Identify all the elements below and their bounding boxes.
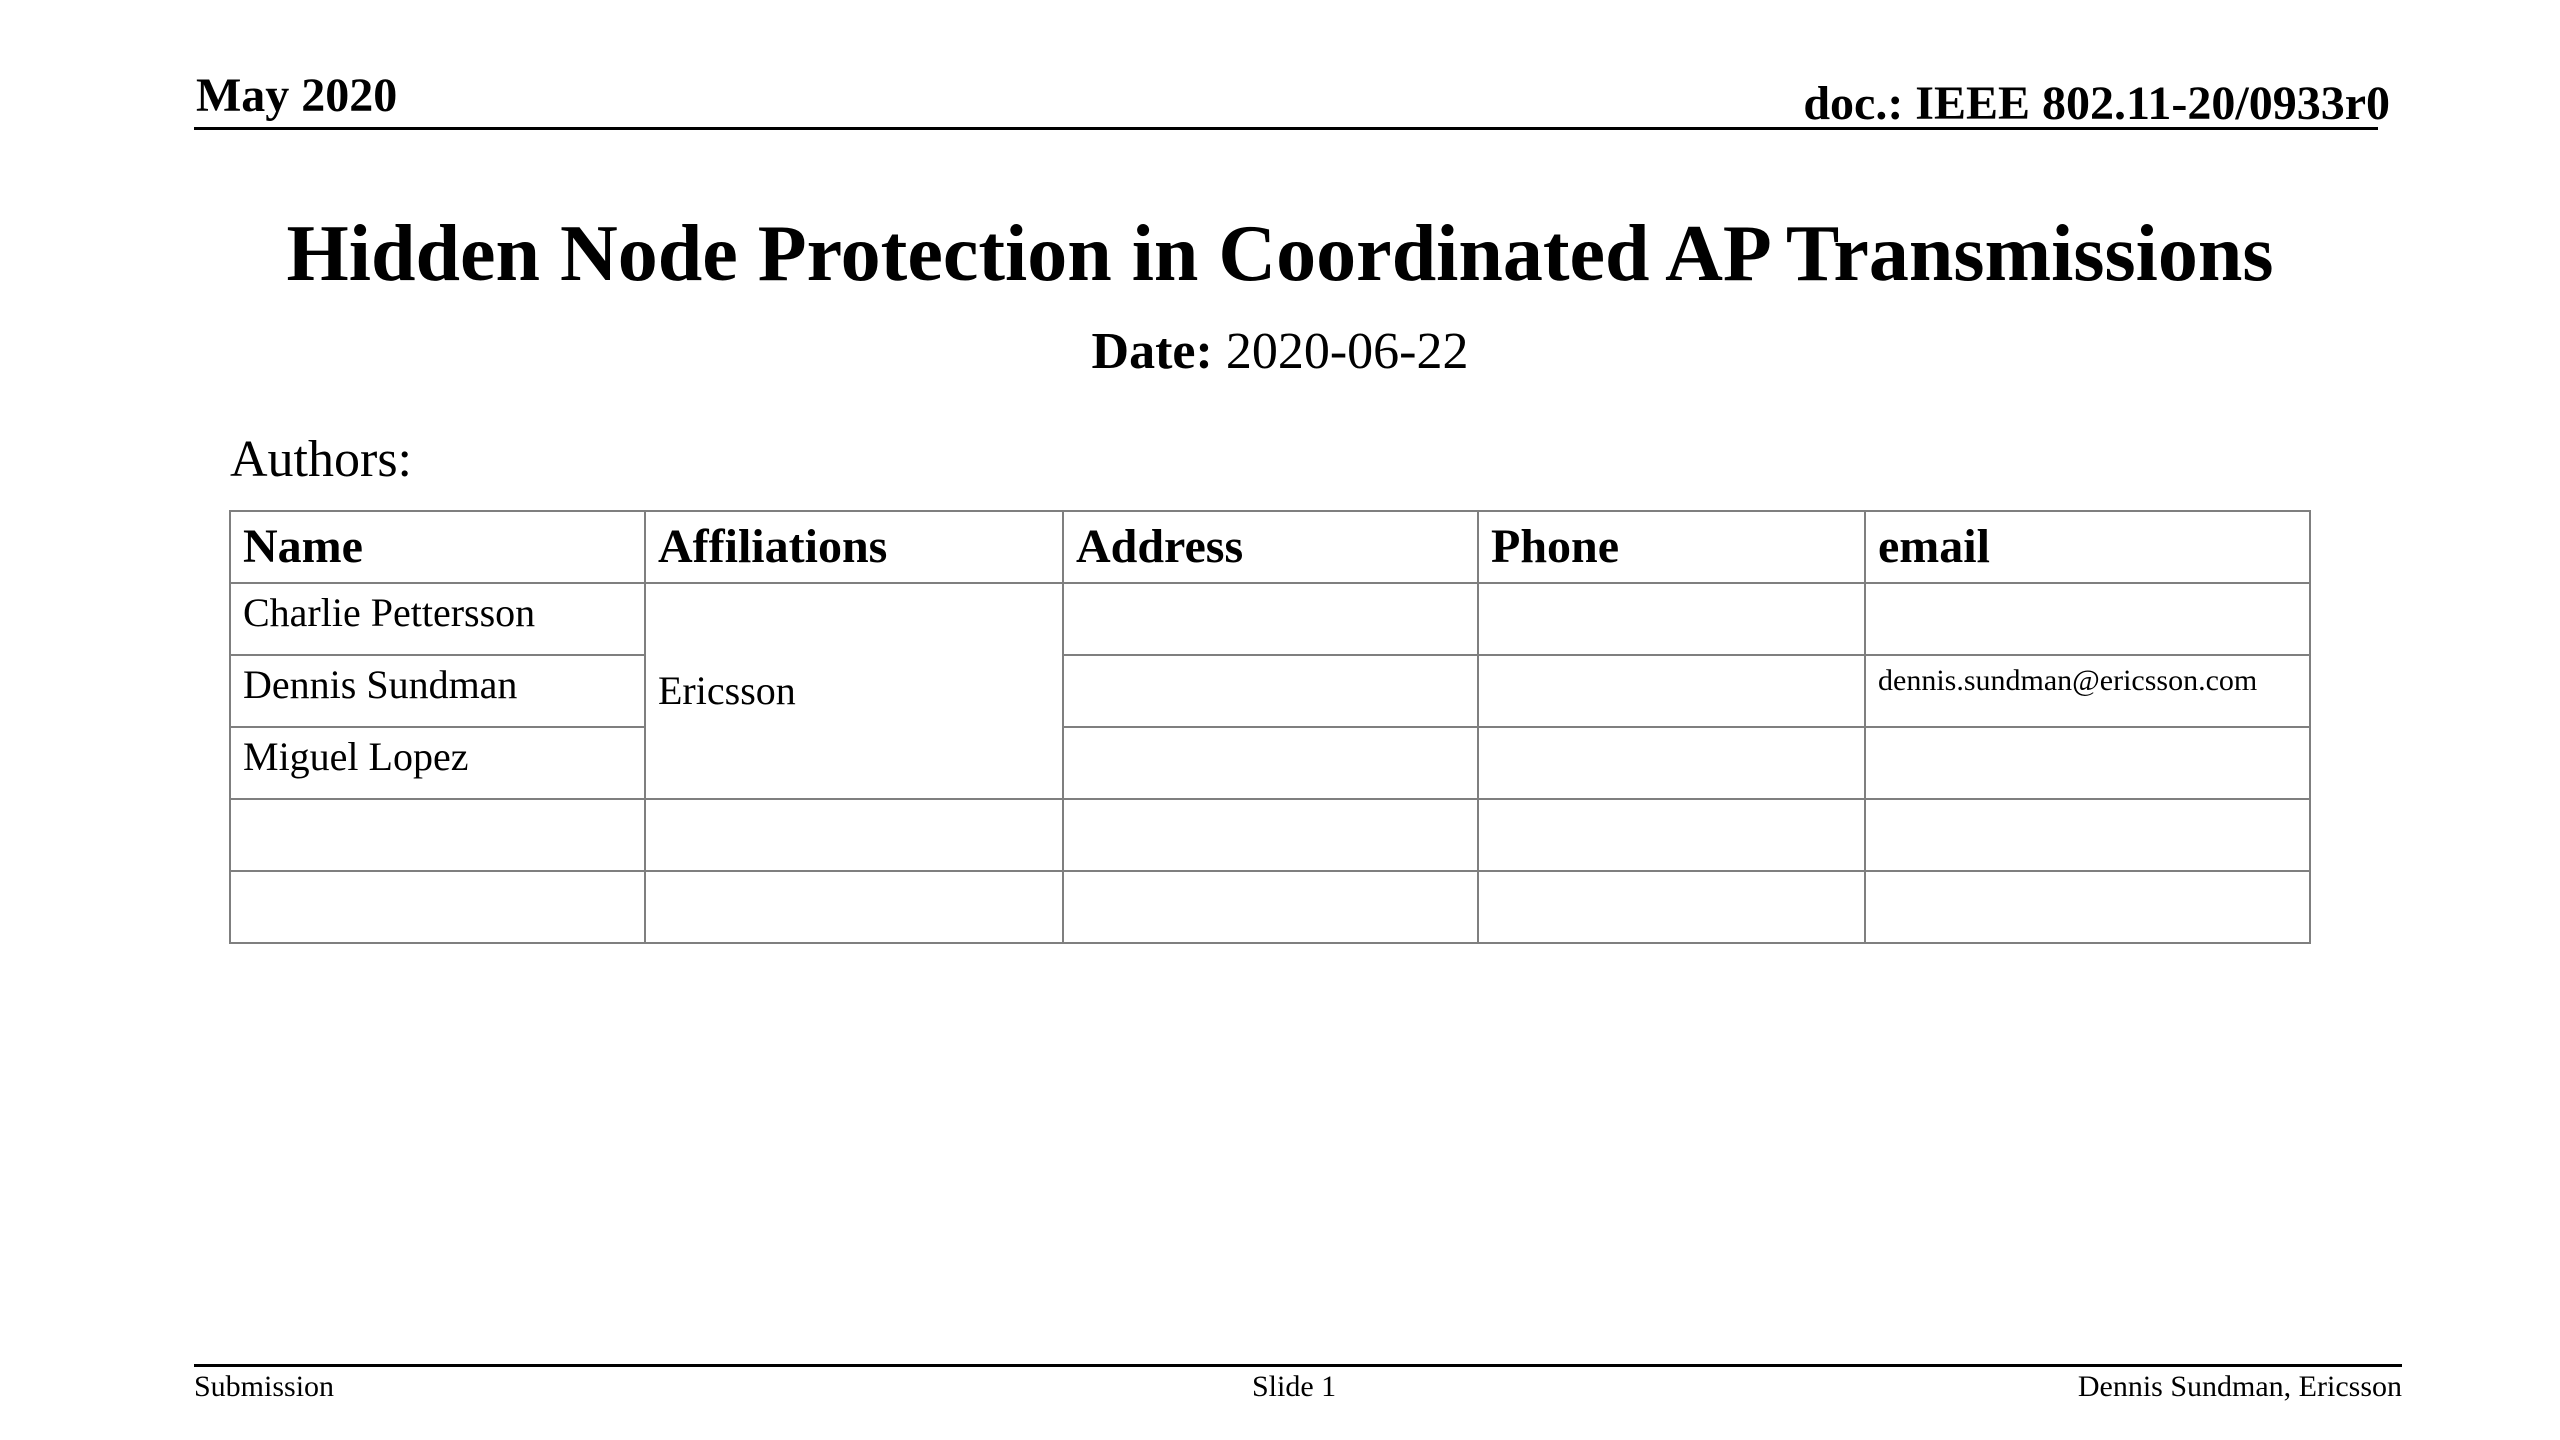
table-row (230, 799, 2310, 871)
author-email (1865, 583, 2310, 655)
column-header-address: Address (1063, 511, 1478, 583)
footer-author: Dennis Sundman, Ericsson (2077, 1370, 2402, 1403)
author-phone (1478, 727, 1865, 799)
table-row (230, 727, 2310, 799)
table-row (230, 655, 2310, 727)
author-affiliation: Ericsson (645, 583, 1063, 799)
author-affiliation (645, 871, 1063, 943)
author-email (1865, 727, 2310, 799)
header-divider (194, 127, 2378, 130)
column-header-email: email (1865, 511, 2310, 583)
author-affiliation (645, 799, 1063, 871)
column-header-name: Name (230, 511, 645, 583)
footer-divider (194, 1364, 2402, 1367)
footer-submission: Submission (194, 1370, 335, 1403)
date-line (0, 323, 2560, 380)
author-email: dennis.sundman@ericsson.com (1865, 655, 2310, 727)
date-label: Date: (1091, 323, 1213, 380)
author-phone (1478, 583, 1865, 655)
author-address (1063, 655, 1478, 727)
author-email (1865, 799, 2310, 871)
author-address (1063, 727, 1478, 799)
author-name: Miguel Lopez (230, 727, 645, 799)
table-row (230, 871, 2310, 943)
slide-title: Hidden Node Protection in Coordinated AP Transmissions (286, 210, 2274, 298)
header-doc-id: doc.: IEEE 802.11-20/0933r0 (1803, 77, 2390, 130)
author-phone (1478, 799, 1865, 871)
author-address (1063, 871, 1478, 943)
header-date: May 2020 (196, 69, 398, 122)
author-name: Dennis Sundman (230, 655, 645, 727)
column-header-phone: Phone (1478, 511, 1865, 583)
author-name (230, 799, 645, 871)
author-address (1063, 799, 1478, 871)
table-row (230, 583, 2310, 655)
author-email (1865, 871, 2310, 943)
author-phone (1478, 871, 1865, 943)
author-phone (1478, 655, 1865, 727)
table-header-row (230, 511, 2310, 583)
authors-table (229, 510, 2311, 944)
date-value: 2020-06-22 (1225, 323, 1469, 380)
author-name: Charlie Pettersson (230, 583, 645, 655)
footer-slide-number: Slide 1 (1252, 1370, 1337, 1403)
author-name (230, 871, 645, 943)
column-header-affiliations: Affiliations (645, 511, 1063, 583)
author-address (1063, 583, 1478, 655)
authors-label: Authors: (230, 431, 412, 488)
